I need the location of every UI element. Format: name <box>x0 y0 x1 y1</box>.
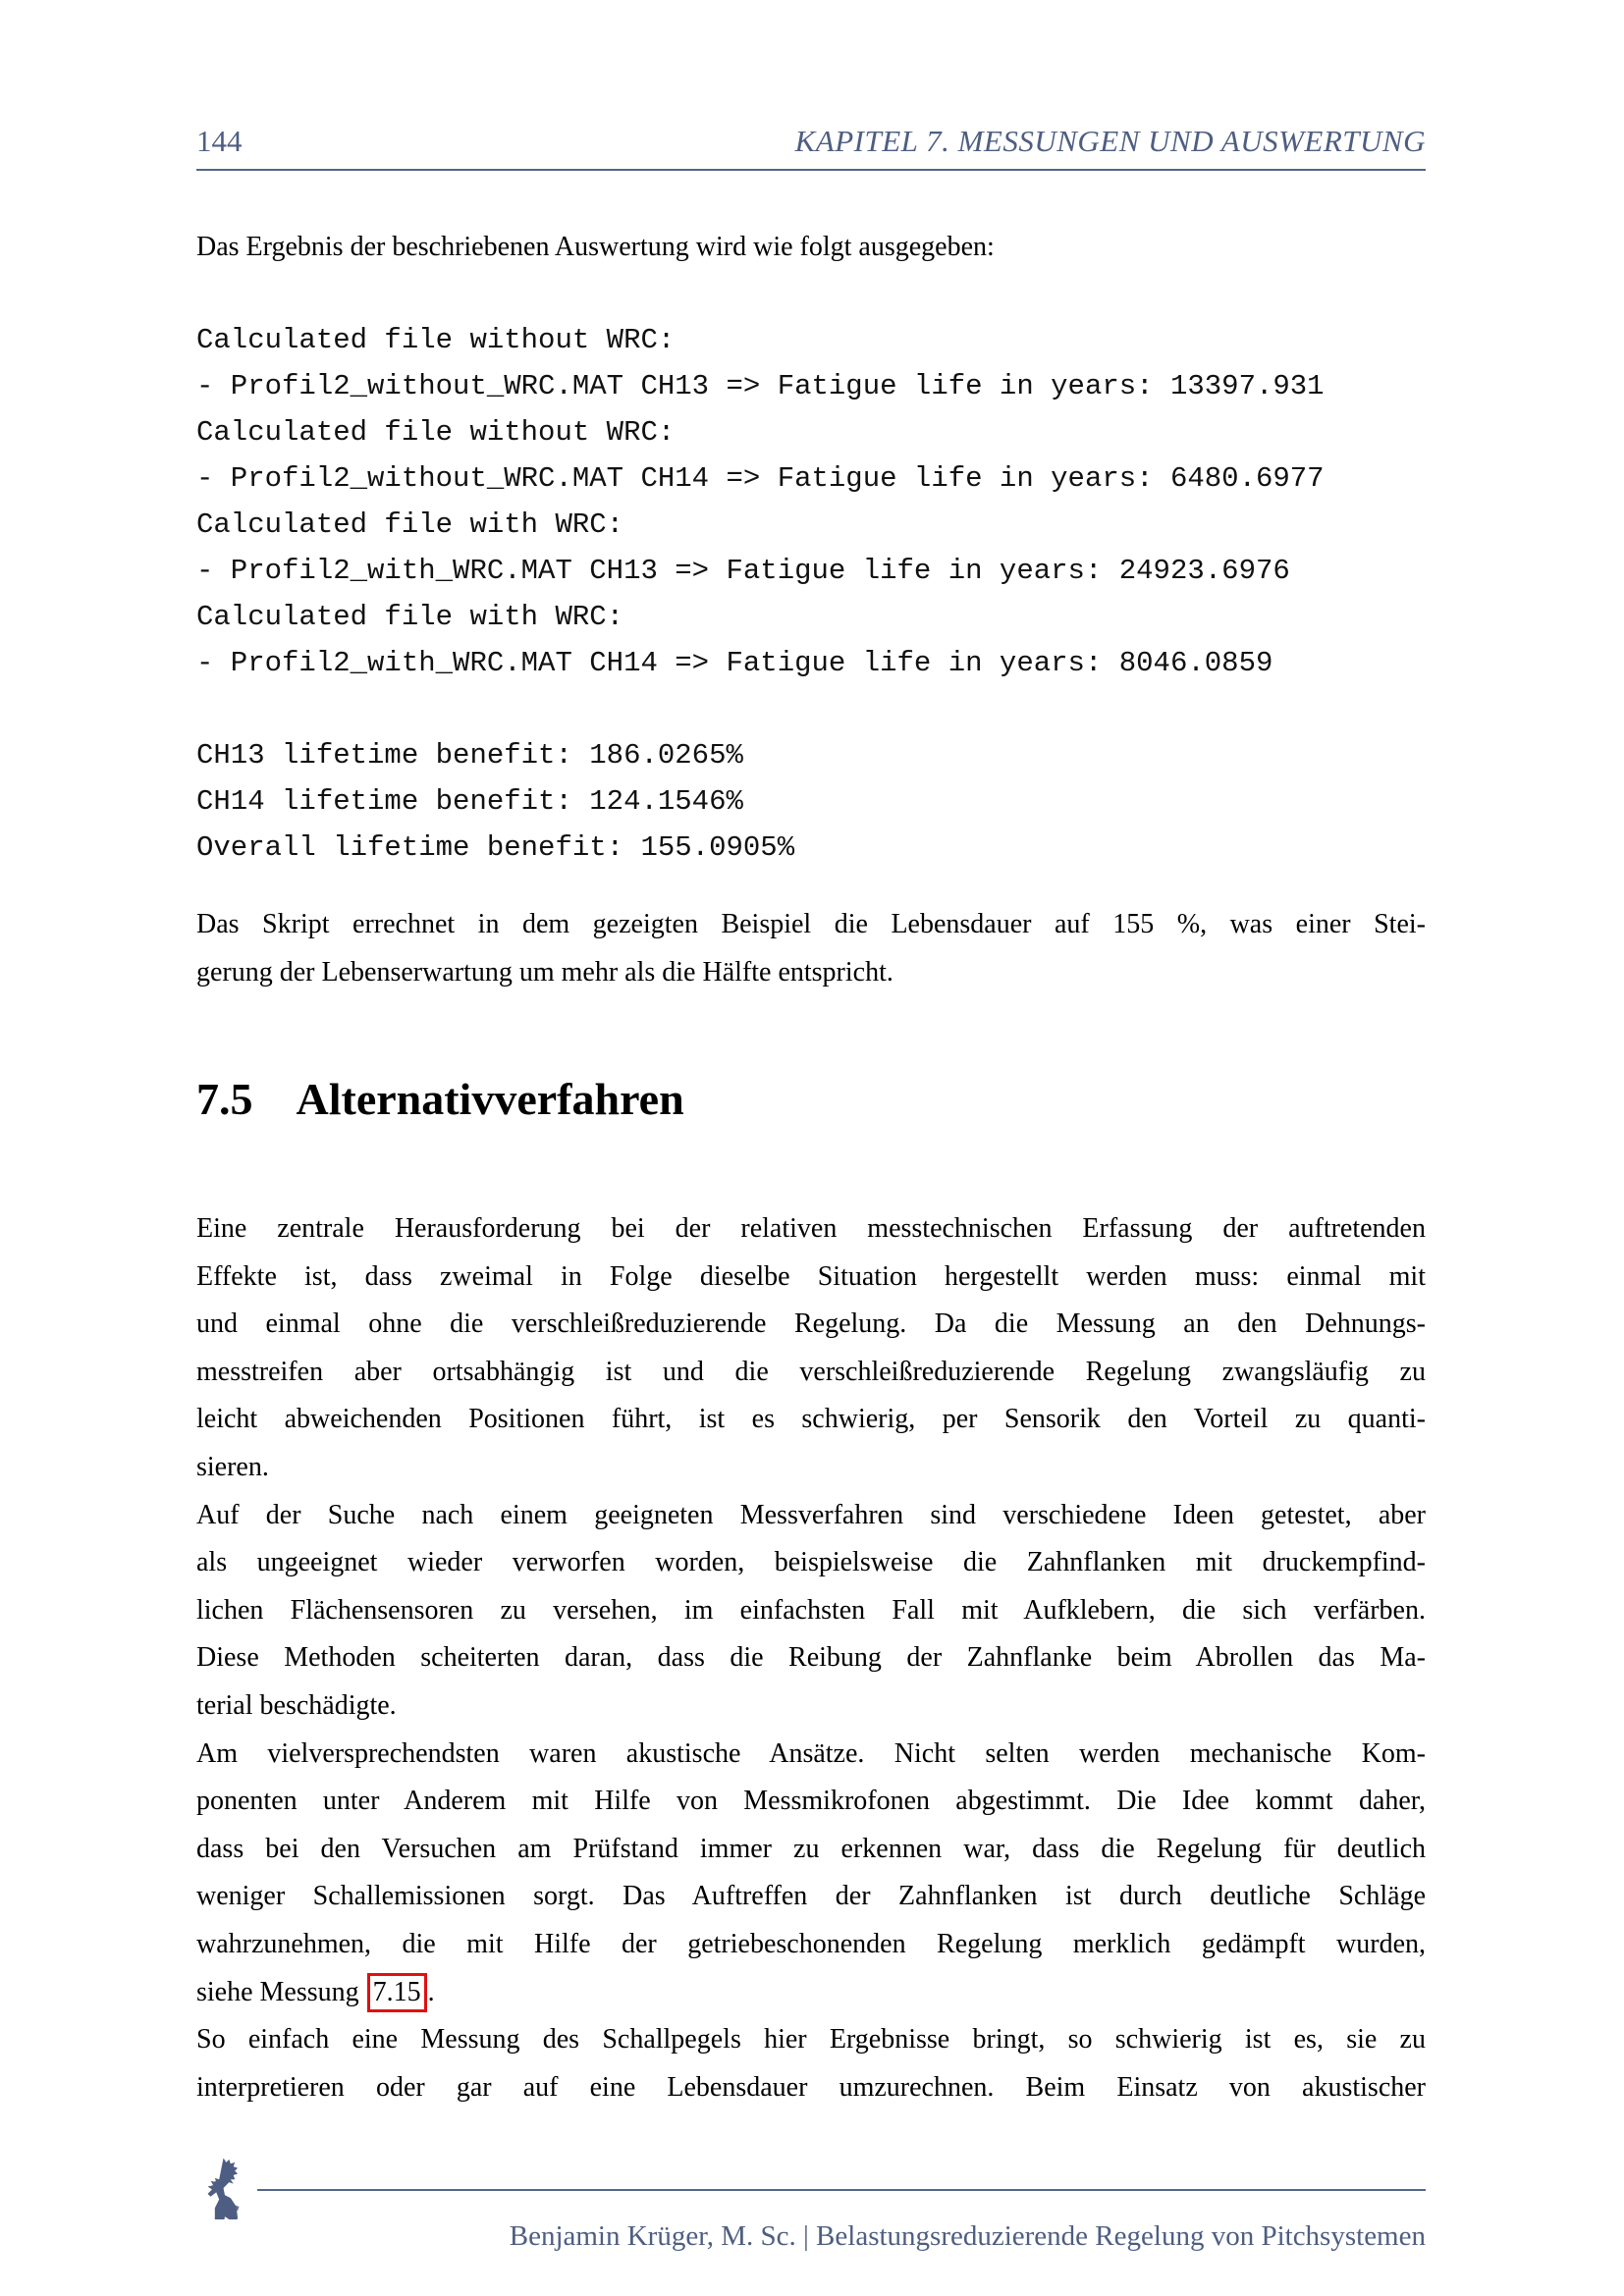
section-title: Alternativverfahren <box>296 1074 684 1124</box>
summary-paragraph <box>196 901 1426 996</box>
console-output-block <box>196 317 1426 871</box>
section-number: 7.5 <box>196 1074 253 1124</box>
body-line: Diese Methoden scheiterten daran, dass die Reibung der Zahnflanke beim Abrollen das Ma- <box>196 1642 1426 1674</box>
body-line: dass bei den Versuchen am Prüfstand immer zu erkennen war, dass die Regelung für deutlich <box>196 1833 1426 1864</box>
code-line: Calculated file with WRC: <box>196 601 624 633</box>
code-line: Calculated file without WRC: <box>196 324 676 356</box>
ref-line-after: . <box>427 1976 435 2007</box>
page-number: 144 <box>196 124 243 158</box>
footer-credit: Benjamin Krüger, M. Sc. | Belastungsreduzierende Regelung von Pitchsystemen <box>509 2220 1426 2252</box>
body-line: als ungeeignet wieder verworfen worden, beispielsweise die Zahnflanken mit druckempfind- <box>196 1547 1426 1578</box>
intro-paragraph: Das Ergebnis der beschriebenen Auswertung wird wie folgt ausgegeben: <box>196 232 995 262</box>
code-line: CH13 lifetime benefit: 186.0265% <box>196 739 743 772</box>
body-line: weniger Schallemissionen sorgt. Das Auftreffen der Zahnflanken ist durch deutliche Schläge <box>196 1881 1426 1912</box>
body-line: lichen Flächensensoren zu versehen, im einfachsten Fall mit Aufklebern, die sich verfärben. <box>196 1594 1426 1626</box>
body-line: leicht abweichenden Positionen führt, ist es schwierig, per Sensorik den Vorteil zu quanti- <box>196 1404 1426 1435</box>
code-line-blank <box>196 686 1426 732</box>
code-line: CH14 lifetime benefit: 124.1546% <box>196 785 743 818</box>
ref-line-before: siehe Messung <box>196 1976 366 2007</box>
body-line: Am vielversprechendsten waren akustische Ansätze. Nicht selten werden mechanische Kom- <box>196 1737 1426 1769</box>
figure-reference-link[interactable]: 7.15 <box>367 1973 427 2012</box>
body-line-with-reference <box>196 1969 1426 2017</box>
lion-crest-icon <box>202 2157 247 2224</box>
section-body <box>196 1205 1426 2111</box>
body-line: wahrzunehmen, die mit Hilfe der getriebeschonenden Regelung merklich gedämpft wurden, <box>196 1928 1426 1959</box>
body-line: und einmal ohne die verschleißreduzierende Regelung. Da die Messung an den Dehnungs- <box>196 1308 1426 1340</box>
body-line: Auf der Suche nach einem geeigneten Messverfahren sind verschiedene Ideen getestet, aber <box>196 1499 1426 1530</box>
footer-rule <box>257 2189 1426 2191</box>
body-line: ponenten unter Anderem mit Hilfe von Messmikrofonen abgestimmt. Die Idee kommt daher, <box>196 1786 1426 1817</box>
code-line: Calculated file with WRC: <box>196 508 624 541</box>
body-line: Eine zentrale Herausforderung bei der relativen messtechnischen Erfassung der auftretenden <box>196 1213 1426 1244</box>
body-line: messtreifen aber ortsabhängig ist und die verschleißreduzierende Regelung zwangsläufig zu <box>196 1356 1426 1387</box>
body-line: terial beschädigte. <box>196 1689 397 1721</box>
body-line: interpretieren oder gar auf eine Lebensdauer umzurechnen. Beim Einsatz von akustischer <box>196 2071 1426 2103</box>
page-header <box>196 124 1426 159</box>
code-line: - Profil2_without_WRC.MAT CH13 => Fatigue life in years: 13397.931 <box>196 370 1325 402</box>
code-line: Calculated file without WRC: <box>196 416 676 449</box>
chapter-title: KAPITEL 7. MESSUNGEN UND AUSWERTUNG <box>794 124 1426 158</box>
code-line: - Profil2_with_WRC.MAT CH14 => Fatigue life in years: 8046.0859 <box>196 647 1273 679</box>
code-line: Overall lifetime benefit: 155.0905% <box>196 831 795 864</box>
body-line: Effekte ist, dass zweimal in Folge dieselbe Situation hergestellt werden muss: einmal mit <box>196 1260 1426 1292</box>
body-line: sieren. <box>196 1451 269 1482</box>
code-line: - Profil2_with_WRC.MAT CH13 => Fatigue life in years: 24923.6976 <box>196 555 1290 587</box>
code-line: - Profil2_without_WRC.MAT CH14 => Fatigue life in years: 6480.6977 <box>196 462 1325 495</box>
header-rule <box>196 169 1426 171</box>
summary-line: Das Skript errechnet in dem gezeigten Beispiel die Lebensdauer auf 155 %, was einer Stei- <box>196 909 1426 939</box>
summary-line: gerung der Lebenserwartung um mehr als die Hälfte entspricht. <box>196 956 893 988</box>
body-line: So einfach eine Messung des Schallpegels hier Ergebnisse bringt, so schwierig ist es, sie zu <box>196 2024 1426 2056</box>
page-footer <box>196 2158 1426 2253</box>
section-heading <box>196 1073 1426 1125</box>
